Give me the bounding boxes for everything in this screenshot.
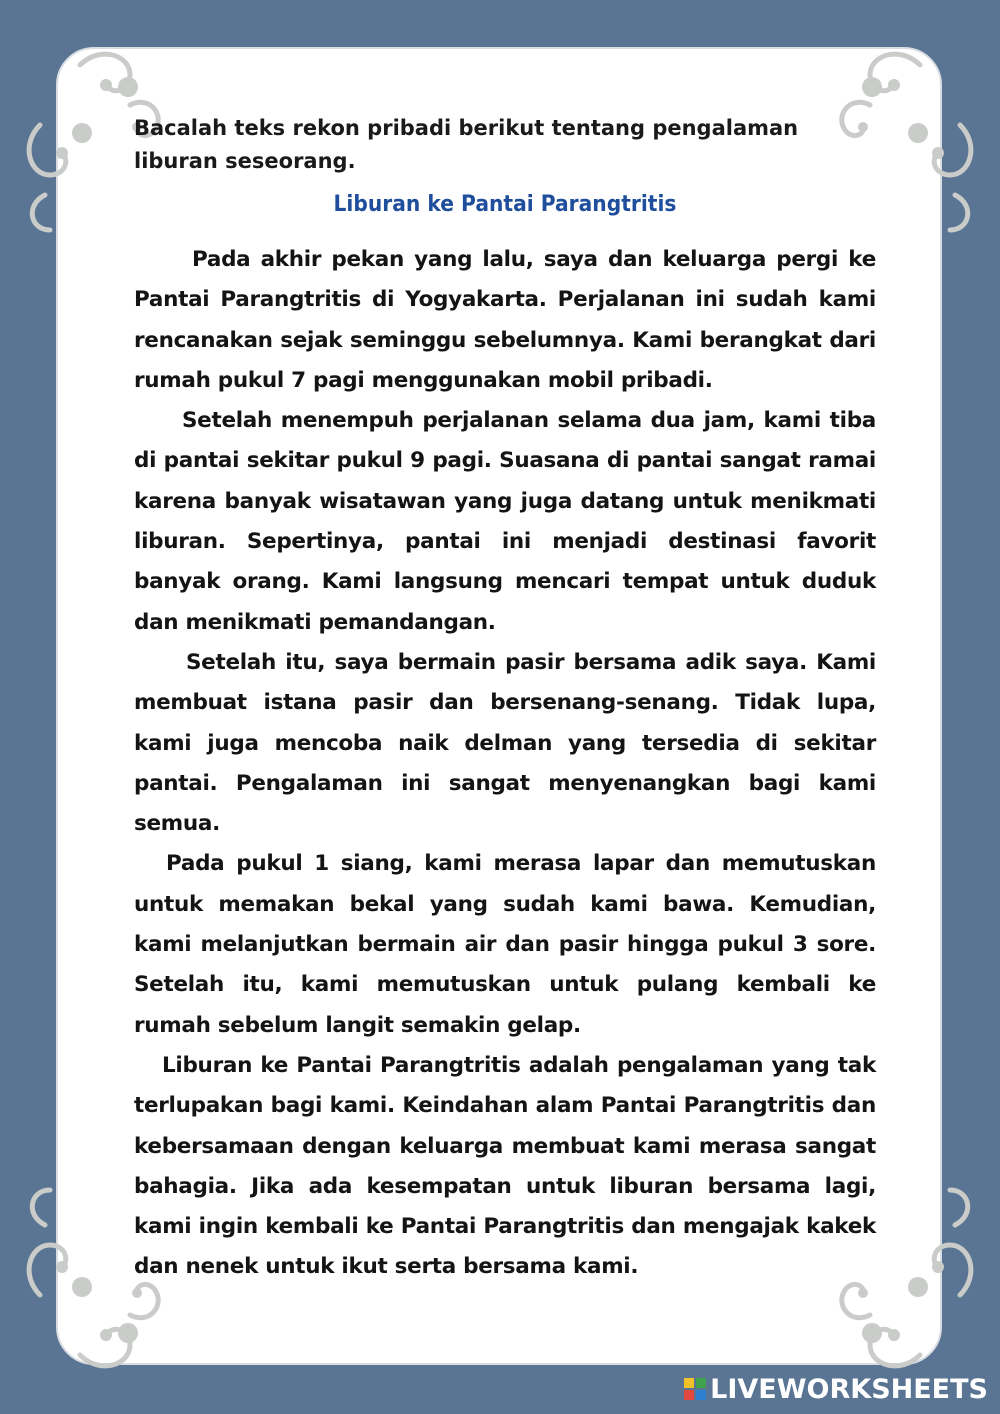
paragraph-5: Liburan ke Pantai Parangtritis adalah pengalaman yang tak terlupakan bagi kami. Keindahan alam Pantai Parangtritis dan kebersamaan dengan keluarga membuat kami merasa sangat bahagia. Jika ada kesempatan untuk liburan bersama lagi, kami ingin kembali ke Pantai Parangtritis dan mengajak kakek dan nenek untuk ikut serta bersama kami. [134,1052,876,1280]
liveworksheets-watermark [684,1372,988,1406]
worksheet-content [134,112,876,1288]
instruction-text: Bacalah teks rekon pribadi berikut tentang pengalaman liburan seseorang. [134,116,799,173]
watermark-text: LIVEWORKSHEETS [710,1373,988,1405]
liveworksheets-logo-icon [684,1378,706,1400]
paragraph-1: Pada akhir pekan yang lalu, saya dan keluarga pergi ke Pantai Parangtritis di Yogyakarta. Perjalanan ini sudah kami rencanakan sejak seminggu sebelumnya. Kami berangkat dari rumah pukul 7 pagi menggunakan mobil pribadi. [134,247,876,393]
story-title: Liburan ke Pantai Parangtritis [333,192,677,217]
paragraph-2: Setelah menempuh perjalanan selama dua jam, kami tiba di pantai sekitar pukul 9 pagi. Suasana di pantai sangat ramai karena banyak wisatawan yang juga datang untuk menikmati liburan. Sepertinya, pantai ini menjadi destinasi favorit banyak orang. Kami langsung mencari tempat untuk duduk dan menikmati pemandangan. [134,408,876,635]
paragraph-3: Setelah itu, saya bermain pasir bersama adik saya. Kami membuat istana pasir dan bersenang-senang. Tidak lupa, kami juga mencoba naik delman yang tersedia di sekitar pantai. Pengalaman ini sangat menyenangkan bagi kami semua. [134,649,876,837]
paragraph-4: Pada pukul 1 siang, kami merasa lapar dan memutuskan untuk memakan bekal yang sudah kami bawa. Kemudian, kami melanjutkan bermain air dan pasir hingga pukul 3 sore. Setelah itu, kami memutuskan untuk pulang kembali ke rumah sebelum langit semakin gelap. [134,851,876,1038]
